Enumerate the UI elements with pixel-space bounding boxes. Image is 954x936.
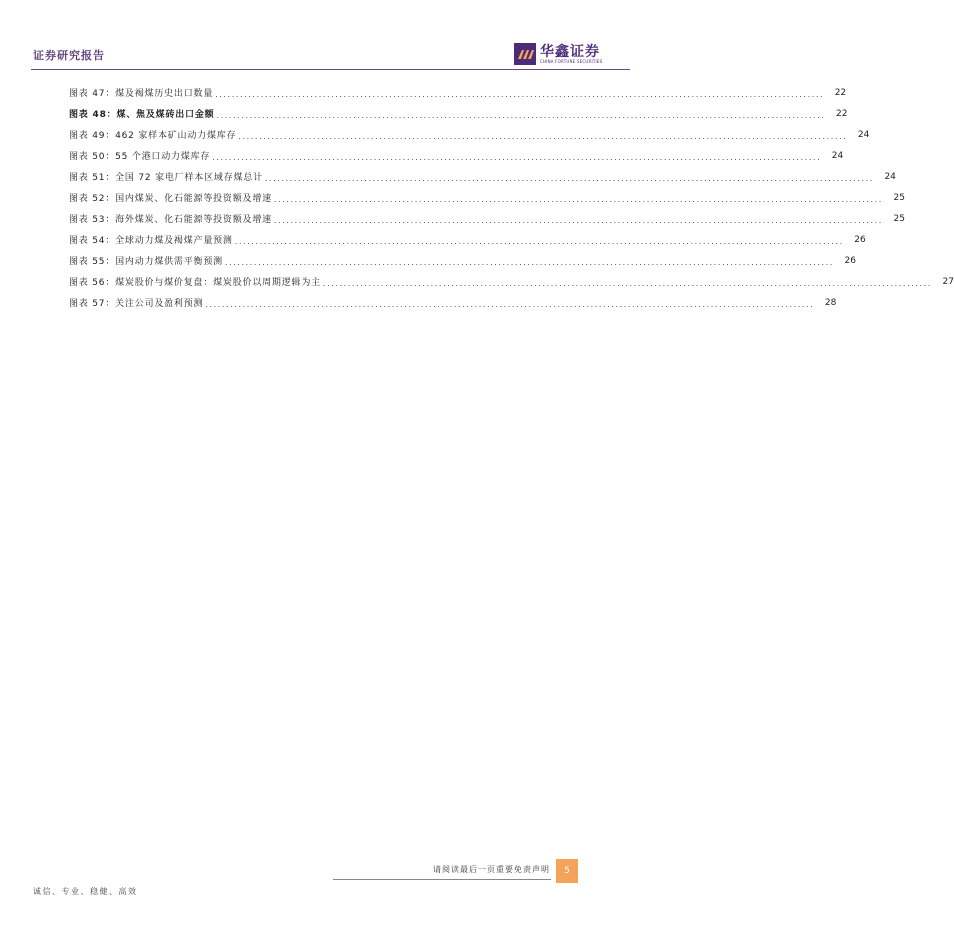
toc-leader-dots: ...................................................................................................................................................: [264, 173, 874, 183]
toc-leader-dots: ...................................................................................................................................................: [273, 194, 883, 204]
toc-leader-dots: ...................................................................................................................................................: [273, 215, 883, 225]
toc-entry[interactable]: [69, 103, 848, 124]
toc-entry[interactable]: [69, 229, 866, 250]
toc-entry-title: 图表 51：全国 72 家电厂样本区域存煤总计: [69, 173, 263, 183]
toc-entry[interactable]: [69, 145, 844, 166]
toc-entry-page: 25: [893, 192, 905, 203]
footer-slogan: 诚信、专业、稳健、高效: [33, 887, 138, 896]
logo-chinese-name: 华鑫证券: [540, 44, 600, 60]
toc-entry[interactable]: [69, 82, 847, 103]
toc-entry-page: 24: [831, 150, 844, 161]
toc-entry-page: 25: [893, 213, 905, 224]
toc-entry[interactable]: [69, 208, 905, 229]
toc-entry-title: 图表 52：国内煤炭、化石能源等投资额及增速: [69, 194, 272, 204]
footer-divider: [333, 879, 551, 880]
toc-entry[interactable]: [69, 187, 905, 208]
toc-leader-dots: ...................................................................................................................................................: [212, 152, 822, 162]
toc-entry[interactable]: [69, 271, 954, 292]
toc-entry-title: 图表 48：煤、焦及煤砖出口金额: [69, 110, 215, 120]
toc-leader-dots: ...................................................................................................................................................: [205, 299, 815, 309]
toc-leader-dots: ...................................................................................................................................................: [215, 89, 825, 99]
page-number-badge: 5: [556, 859, 578, 883]
toc-leader-dots: ...................................................................................................................................................: [238, 131, 848, 141]
toc-entry[interactable]: [69, 250, 856, 271]
toc-leader-dots: ...................................................................................................................................................: [322, 278, 932, 288]
toc-leader-dots: ...................................................................................................................................................: [224, 257, 834, 267]
toc-leader-dots: ...................................................................................................................................................: [216, 110, 826, 120]
toc-entry[interactable]: [69, 292, 837, 313]
toc-entry-title: 图表 55：国内动力煤供需平衡预测: [69, 257, 223, 267]
toc-entry-page: 27: [942, 276, 954, 287]
toc-entry[interactable]: [69, 166, 896, 187]
toc-entry-title: 图表 54：全球动力煤及褐煤产量预测: [69, 236, 233, 246]
toc-entry-title: 图表 57：关注公司及盈利预测: [69, 299, 204, 309]
toc-entry-page: 24: [857, 129, 870, 140]
toc-entry-page: 22: [836, 108, 848, 119]
header-label: 证券研究报告: [33, 49, 105, 62]
toc-entry-page: 28: [824, 297, 837, 308]
toc-entry-title: 图表 53：海外煤炭、化石能源等投资额及增速: [69, 215, 272, 225]
toc-entry-page: 22: [834, 87, 847, 98]
company-logo: [514, 43, 614, 67]
toc-entry-title: 图表 47：煤及褐煤历史出口数量: [69, 89, 214, 99]
toc-entry-title: 图表 50：55 个港口动力煤库存: [69, 152, 211, 162]
toc-entry-title: 图表 49：462 家样本矿山动力煤库存: [69, 131, 237, 141]
figure-index-list: [69, 82, 954, 313]
toc-entry[interactable]: [69, 124, 870, 145]
toc-entry-page: 26: [844, 255, 856, 266]
toc-entry-page: 24: [884, 171, 896, 182]
disclaimer-notice: 请阅读最后一页重要免责声明: [433, 865, 550, 874]
toc-entry-title: 图表 56：煤炭股价与煤价复盘：煤炭股价以周期逻辑为主: [69, 278, 321, 288]
logo-english-name: CHINA FORTUNE SECURITIES: [540, 59, 603, 64]
header-divider: [31, 69, 630, 70]
toc-leader-dots: ...................................................................................................................................................: [234, 236, 844, 246]
toc-entry-page: 26: [854, 234, 866, 245]
logo-mark-icon: [514, 43, 536, 65]
